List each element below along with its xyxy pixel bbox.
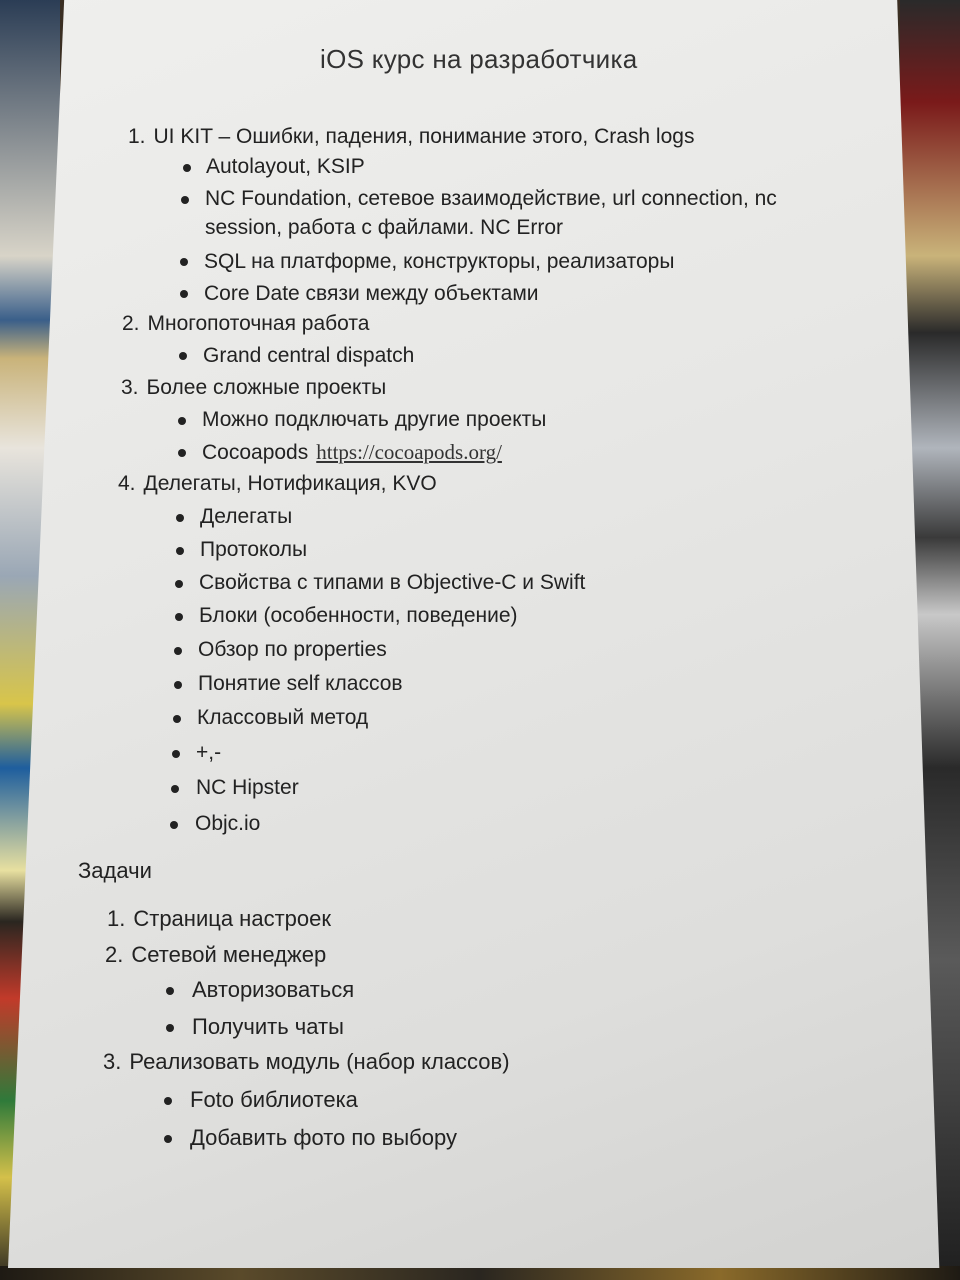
task-number: 1. bbox=[107, 906, 126, 931]
list-item: Foto библиотека bbox=[190, 1087, 358, 1112]
bullet-icon bbox=[166, 1024, 174, 1032]
list-item: Core Date связи между объектами bbox=[204, 282, 539, 305]
bullet-icon bbox=[166, 987, 174, 995]
bullet-icon bbox=[175, 613, 183, 621]
list-item: Протоколы bbox=[200, 538, 308, 561]
list-item: Авторизоваться bbox=[192, 977, 355, 1002]
list-item: Можно подключать другие проекты bbox=[202, 408, 547, 431]
bullet-icon bbox=[178, 449, 186, 457]
document-title: iOS курс на разработчика bbox=[320, 44, 638, 74]
list-item: Блоки (особенности, поведение) bbox=[199, 604, 518, 627]
bullet-icon bbox=[170, 821, 178, 829]
bullet-icon bbox=[175, 580, 183, 588]
list-item: Autolayout, KSIP bbox=[206, 155, 365, 178]
bullet-icon bbox=[180, 290, 188, 298]
section-number: 1. bbox=[128, 125, 146, 148]
section-number: 3. bbox=[121, 376, 139, 399]
section-text: Более сложные проекты bbox=[146, 376, 387, 399]
section-text: Делегаты, Нотификация, KVO bbox=[143, 472, 437, 495]
bullet-icon bbox=[164, 1135, 172, 1143]
task-1 bbox=[107, 906, 331, 932]
list-item: Классовый метод bbox=[197, 706, 369, 729]
bullet-icon bbox=[180, 258, 188, 266]
list-item: Делегаты bbox=[200, 505, 293, 528]
section-number: 4. bbox=[118, 472, 136, 495]
list-item-continuation: session, работа с файлами. NC Error bbox=[205, 216, 563, 239]
task-text: Страница настроек bbox=[133, 906, 331, 931]
bullet-icon bbox=[181, 196, 189, 204]
task-2 bbox=[105, 942, 326, 968]
bullet-icon bbox=[183, 164, 191, 172]
task-number: 2. bbox=[105, 942, 124, 967]
list-item: NC Hipster bbox=[196, 776, 299, 799]
list-item: Понятие self классов bbox=[198, 672, 403, 695]
list-item: Получить чаты bbox=[192, 1014, 344, 1039]
bullet-icon bbox=[174, 681, 182, 689]
task-text: Реализовать модуль (набор классов) bbox=[129, 1049, 510, 1074]
list-item: Objc.io bbox=[195, 812, 261, 835]
section-2 bbox=[122, 312, 369, 336]
section-number: 2. bbox=[122, 312, 140, 335]
bullet-icon bbox=[176, 547, 184, 555]
cocoapods-link[interactable]: https://cocoapods.org/ bbox=[316, 440, 502, 464]
list-item: NC Foundation, сетевое взаимодействие, url connection, nc bbox=[205, 187, 777, 210]
bullet-icon bbox=[178, 417, 186, 425]
section-3 bbox=[121, 376, 386, 400]
list-item: SQL на платформе, конструкторы, реализаторы bbox=[204, 250, 675, 273]
task-number: 3. bbox=[103, 1049, 122, 1074]
bullet-icon bbox=[173, 715, 181, 723]
list-item bbox=[202, 440, 502, 465]
task-3 bbox=[103, 1049, 510, 1075]
section-text: UI KIT – Ошибки, падения, понимание этого, Crash logs bbox=[153, 125, 695, 148]
bullet-icon bbox=[164, 1097, 172, 1105]
bullet-icon bbox=[176, 514, 184, 522]
bullet-icon bbox=[172, 750, 180, 758]
list-item: Добавить фото по выбору bbox=[190, 1125, 457, 1150]
list-item: Grand central dispatch bbox=[203, 344, 415, 367]
section-1 bbox=[128, 125, 694, 149]
bullet-icon bbox=[179, 352, 187, 360]
list-item: Свойства с типами в Objective-C и Swift bbox=[199, 571, 586, 594]
tasks-heading: Задачи bbox=[78, 858, 152, 883]
list-item: +,- bbox=[196, 741, 222, 764]
bullet-icon bbox=[171, 785, 179, 793]
list-item: Обзор по properties bbox=[198, 638, 387, 661]
section-text: Многопоточная работа bbox=[147, 312, 370, 335]
section-4 bbox=[118, 472, 437, 496]
task-text: Сетевой менеджер bbox=[131, 942, 327, 967]
bullet-icon bbox=[174, 647, 182, 655]
list-item-text: Cocoapods bbox=[202, 441, 309, 464]
